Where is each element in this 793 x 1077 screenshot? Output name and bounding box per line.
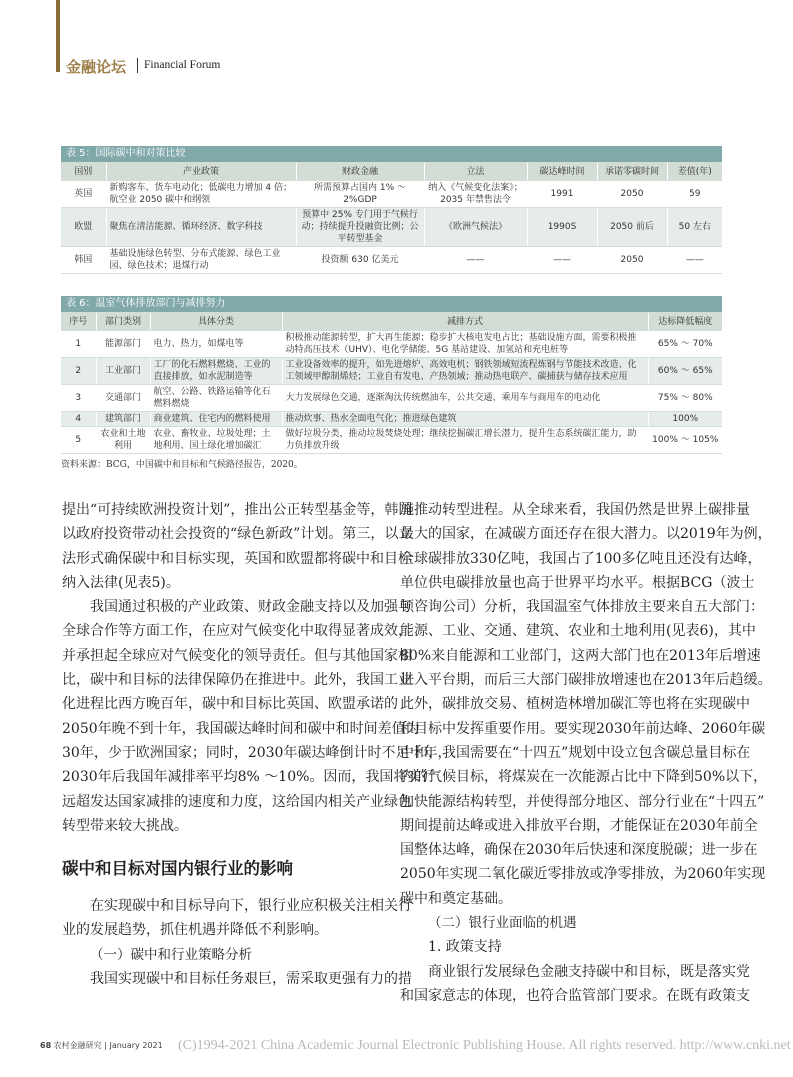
table-cell: 1: [61, 331, 96, 358]
paragraph-line: 远超发达国家减排的速度和力度，这给国内相关产业绿色: [62, 793, 412, 810]
table-cell: 基础设施绿色转型、分布式能源、绿色工业园、绿色技术；退煤行动: [106, 247, 296, 274]
table-cell: 《欧洲气候法》: [424, 208, 527, 247]
sub-subsection-heading: 1. 政策支持: [428, 939, 502, 956]
table-cell: 50 左右: [667, 208, 722, 247]
table-cell: 所需预算占国内 1% ～ 2%GDP: [296, 181, 424, 208]
table-cell: 工业部门: [96, 358, 150, 385]
table-row: [61, 208, 722, 247]
page-number: 68: [40, 1041, 52, 1050]
table-cell: 工业设备效率的提升，如先进熔炉、高效电机；钢铁领域短流程炼钢与节能技术改造、化工领域甲醇制烯烃；工业自有发电、产热领域；推动热电联产、碳捕获与储存技术应用: [282, 358, 648, 385]
table-cell: 2050 前后: [597, 208, 667, 247]
table-cell: 1991: [527, 181, 597, 208]
column-header: 财政金融: [296, 163, 424, 181]
table-cell: 做好垃圾分类，推动垃圾焚烧处理；继续挖掘碳汇增长潜力，提升生态系统碳汇能力，助力负排放升级: [282, 427, 648, 454]
table-cell: 农业、畜牧业、垃圾处理；土地利用、国土绿化增加碳汇: [150, 427, 282, 454]
paragraph-line: 2030年后我国年减排率平均8% ～10%。因而，我国将实行: [62, 769, 436, 786]
paragraph-line: 提出“可持续欧洲投资计划”，推出公正转型基金等，韩国: [62, 502, 413, 518]
table-row: [61, 385, 722, 412]
table-cell: ——: [424, 247, 527, 274]
paragraph-line: 最大的国家，在减碳方面还存在很大潜力。以2019年为例，: [400, 526, 772, 543]
paragraph-line: 期间提前达峰或进入排放平台期，才能保证在2030年前全: [400, 817, 758, 834]
paragraph-line: 80%来自能源和工业部门，这两大部门也在2013年后增速: [400, 647, 761, 664]
paragraph-line: 国整体达峰，确保在2030年后快速和深度脱碳；进一步在: [400, 842, 758, 859]
subsection-heading: （一）碳中和行业策略分析: [90, 946, 252, 963]
column-header: 差值(年): [667, 163, 722, 181]
paragraph-line: 30年，少于欧洲国家；同时，2030年碳达峰倒计时不足十年，: [62, 744, 452, 761]
paragraph-line: 碳中和奠定基础。: [400, 890, 512, 907]
table-cell: 2050: [597, 181, 667, 208]
paragraph-line: 我国实现碳中和目标任务艰巨，需采取更强有力的措: [90, 971, 412, 988]
table-cell: 纳入《气候变化法案》；2035 年禁售法令: [424, 181, 527, 208]
table-cell: 商业建筑、住宅内的燃料使用: [150, 412, 282, 427]
tables-area: [61, 146, 722, 471]
table-cell: 2: [61, 358, 96, 385]
column-header: 达标降低幅度: [648, 313, 722, 331]
paragraph-line: 化进程比西方晚百年，碳中和目标比英国、欧盟承诺的: [62, 696, 398, 713]
table-cell: 1990S: [527, 208, 597, 247]
paragraph-line: 业的发展趋势，抓住机遇并降低不利影响。: [62, 922, 328, 939]
section-title-en: Financial Forum: [144, 59, 221, 71]
paragraph-line: 和目标中发挥重要作用。要实现2030年前达峰、2060年碳: [400, 720, 766, 737]
table-cell: 100%: [648, 412, 722, 427]
table-5-wrapper: [61, 146, 722, 296]
table-cell: ——: [527, 247, 597, 274]
table-cell: 航空、公路、铁路运输等化石燃料燃烧: [150, 385, 282, 412]
column-header: 承诺零碳时间: [597, 163, 667, 181]
paragraph-line: 内的气候目标，将煤炭在一次能源占比中下降到50%以下，: [400, 769, 768, 786]
table-cell: 新购客车、货车电动化；低碳电力增加 4 倍；航空业 2050 碳中和纲领: [106, 181, 296, 208]
column-header: 碳达峰时间: [527, 163, 597, 181]
paragraph-line: 以政府投资带动社会投资的“绿色新政”计划。第三，以立: [62, 526, 413, 543]
paragraph-line: 中和，我国需要在“十四五”规划中设立包含碳总量目标在: [400, 744, 751, 761]
table-5: [61, 146, 722, 274]
left-text-column: [62, 498, 452, 991]
paragraph-line: 全球碳排放330亿吨，我国占了100多亿吨且还没有达峰，: [400, 550, 762, 567]
table-cell: 交通部门: [96, 385, 150, 412]
header-divider: [137, 58, 138, 73]
column-header: 部门类别: [96, 313, 150, 331]
table-cell: 60% ～ 65%: [648, 358, 722, 385]
table-5-caption: 表 5：国际碳中和对策比较: [61, 146, 722, 163]
subsection-heading: （二）银行业面临的机遇: [428, 915, 577, 932]
table-row: [61, 331, 722, 358]
table-cell: 韩国: [61, 247, 106, 274]
copyright-watermark: (C)1994-2021 China Academic Journal Electronic Publishing House. All rights reserved. http://www.cnki.net: [178, 1038, 791, 1053]
table-cell: 5: [61, 427, 96, 454]
paragraph-line: 施推动转型进程。从全球来看，我国仍然是世界上碳排量: [400, 502, 750, 518]
table-cell: 4: [61, 412, 96, 427]
table-cell: 大力发展绿色交通，逐渐淘汰传统燃油车，公共交通、乘用车与商用车的电动化: [282, 385, 648, 412]
table-cell: 电力、热力，如煤电等: [150, 331, 282, 358]
paragraph-line: 和国家意志的体现，也符合监管部门要求。在既有政策支: [400, 987, 750, 1004]
table-cell: 59: [667, 181, 722, 208]
section-title-cn: 金融论坛: [66, 58, 127, 76]
paragraph-line: 进入平台期，而后三大部门碳排放增速也在2013年后趋缓。: [400, 672, 772, 689]
section-accent-bar: [56, 0, 60, 72]
table-cell: 能源部门: [96, 331, 150, 358]
table-row: [61, 358, 722, 385]
paragraph-line: 并承担起全球应对气候变化的领导责任。但与其他国家相: [62, 647, 412, 664]
table-cell: 2050: [597, 247, 667, 274]
paragraph-line: 此外，碳排放交易、植树造林增加碳汇等也将在实现碳中: [400, 696, 750, 713]
paragraph-line: 商业银行发展绿色金融支持碳中和目标，既是落实党: [428, 963, 750, 980]
paragraph-line: 单位供电碳排放量也高于世界平均水平。根据BCG（波士: [400, 574, 755, 591]
paragraph-line: 我国通过积极的产业政策、财政金融支持以及加强与: [90, 599, 412, 616]
table-cell: 英国: [61, 181, 106, 208]
column-header: 立法: [424, 163, 527, 181]
table-cell: 工厂的化石燃料燃烧、工业的直接排放，如水泥制造等: [150, 358, 282, 385]
table-6: [61, 296, 722, 454]
page-footer: [40, 1040, 163, 1052]
paragraph-line: 能源、工业、交通、建筑、农业和土地利用(见表6)，其中: [400, 623, 756, 640]
table-cell: 推动炊事、热水全面电气化；推进绿色建筑: [282, 412, 648, 427]
paragraph-line: 加快能源结构转型，并使得部分地区、部分行业在“十四五”: [400, 793, 765, 810]
table-cell: ——: [667, 247, 722, 274]
paragraph-line: 在实现碳中和目标导向下，银行业应积极关注相关行: [90, 898, 412, 915]
paragraph-line: 转型带来较大挑战。: [62, 817, 188, 834]
column-header: 序号: [61, 313, 96, 331]
table-cell: 3: [61, 385, 96, 412]
table-row: [61, 247, 722, 274]
column-header: 减排方式: [282, 313, 648, 331]
section-heading: 碳中和目标对国内银行业的影响: [62, 859, 293, 879]
paragraph-line: 2050年实现二氧化碳近零排放或净零排放，为2060年实现: [400, 866, 766, 883]
paragraph-line: 2050年晚不到十年，我国碳达峰时间和碳中和时间差值为: [62, 720, 420, 737]
table-cell: 预算中 25% 专门用于气候行动；持续提升投融资比例；公平转型基金: [296, 208, 424, 247]
table-cell: 100% ～ 105%: [648, 427, 722, 454]
table-cell: 聚焦在清洁能源、循环经济、数字科技: [106, 208, 296, 247]
paragraph-line: 顿咨询公司）分析，我国温室气体排放主要来自五大部门：: [400, 599, 764, 616]
paragraph-line: 全球合作等方面工作，在应对气候变化中取得显著成效，: [62, 623, 412, 640]
table-6-caption: 表 6：温室气体排放部门与减排努力: [61, 296, 722, 313]
table-row: [61, 412, 722, 427]
table-cell: 75% ～ 80%: [648, 385, 722, 412]
table-cell: 建筑部门: [96, 412, 150, 427]
journal-name: 农村金融研究 | January 2021: [53, 1041, 163, 1050]
table-cell: 农业和土地利用: [96, 427, 150, 454]
table-cell: 65% ～ 70%: [648, 331, 722, 358]
table-row: [61, 427, 722, 454]
table-cell: 积极推动能源转型，扩大再生能源；稳步扩大核电发电占比；基础设施方面，需要积极推动特高压技术（UHV）、电化学储能、5G 基站建设、加氢站和充电桩等: [282, 331, 648, 358]
table-row: [61, 181, 722, 208]
table-cell: 欧盟: [61, 208, 106, 247]
column-header: 产业政策: [106, 163, 296, 181]
paragraph-line: 纳入法律(见表5)。: [62, 574, 180, 591]
table-6-source: 资料来源：BCG，中国碳中和目标和气候路径报告，2020。: [61, 460, 303, 470]
paragraph-line: 比，碳中和目标的法律保障仍在推进中。此外，我国工业: [62, 672, 412, 689]
column-header: 国别: [61, 163, 106, 181]
paragraph-line: 法形式确保碳中和目标实现，英国和欧盟都将碳中和目标: [62, 550, 412, 567]
column-header: 具体分类: [150, 313, 282, 331]
right-text-column: [400, 498, 772, 1008]
table-cell: 投资额 630 亿美元: [296, 247, 424, 274]
